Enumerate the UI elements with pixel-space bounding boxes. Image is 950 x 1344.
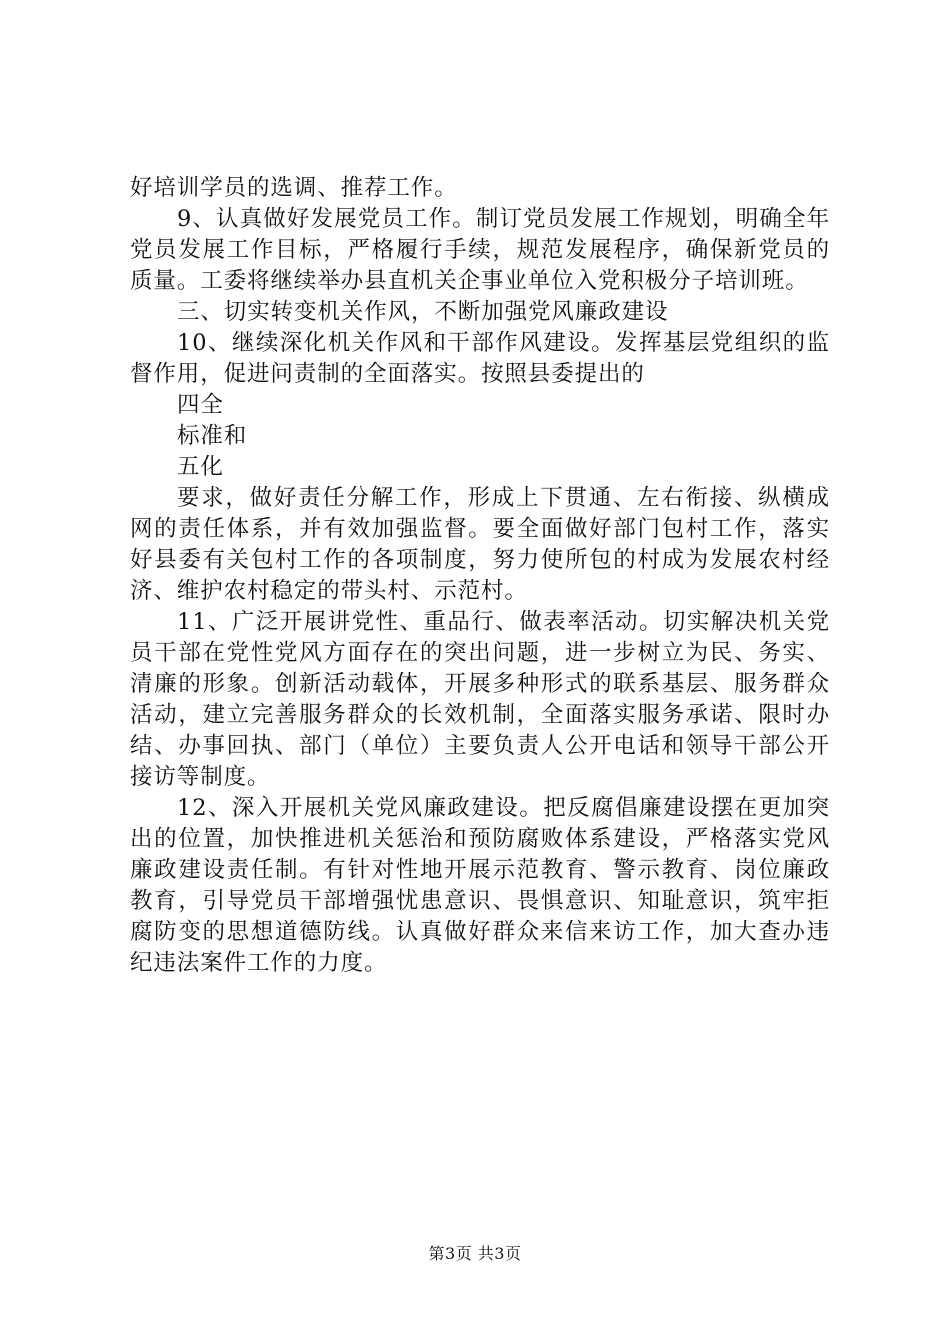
paragraph-continuation: 好培训学员的选调、推荐工作。 bbox=[130, 175, 458, 201]
paragraph-item-12: 12、深入开展机关党风廉政建设。把反腐倡廉建设摆在更加突出的位置，加快推进机关惩治和预防腐败体系建设，严格落实党风廉政建设责任制。有针对性地开展示范教育、警示教育、岗位廉政教育，引导党员干部增强忧患意识、畏惧意识、知耻意识，筑牢拒腐防变的思想道德防线。认真做好群众来信来访工作，加大查办违纪违法案件工作的力度。 bbox=[130, 795, 830, 976]
paragraph-item-9: 9、认真做好发展党员工作。制订党员发展工作规划，明确全年党员发展工作目标，严格履行手续，规范发展程序，确保新党员的质量。工委将继续举办县直机关企事业单位入党积极分子培训班。 bbox=[130, 206, 830, 294]
page-footer: 第3页 共3页 bbox=[428, 1244, 522, 1263]
paragraph-fragment-siquan: 四全 bbox=[177, 392, 224, 418]
document-body bbox=[130, 173, 830, 979]
paragraph-item-10-continued: 要求，做好责任分解工作，形成上下贯通、左右衔接、纵横成网的责任体系，并有效加强监督。要全面做好部门包村工作，落实好县委有关包村工作的各项制度，努力使所包的村成为发展农村经济、维护农村稳定的带头村、示范村。 bbox=[130, 485, 830, 604]
paragraph-fragment-biaozhunhe: 标准和 bbox=[177, 423, 248, 449]
paragraph-fragment-wuhua: 五化 bbox=[177, 454, 224, 480]
paragraph-item-11: 11、广泛开展讲党性、重品行、做表率活动。切实解决机关党员干部在党性党风方面存在的突出问题，进一步树立为民、务实、清廉的形象。创新活动载体，开展多种形式的联系基层、服务群众活动，建立完善服务群众的长效机制，全面落实服务承诺、限时办结、办事回执、部门（单位）主要负责人公开电话和领导干部公开接访等制度。 bbox=[130, 609, 830, 790]
section-heading-3: 三、切实转变机关作风，不断加强党风廉政建设 bbox=[177, 299, 669, 325]
paragraph-item-10: 10、继续深化机关作风和干部作风建设。发挥基层党组织的监督作用，促进问责制的全面落实。按照县委提出的 bbox=[130, 330, 830, 387]
